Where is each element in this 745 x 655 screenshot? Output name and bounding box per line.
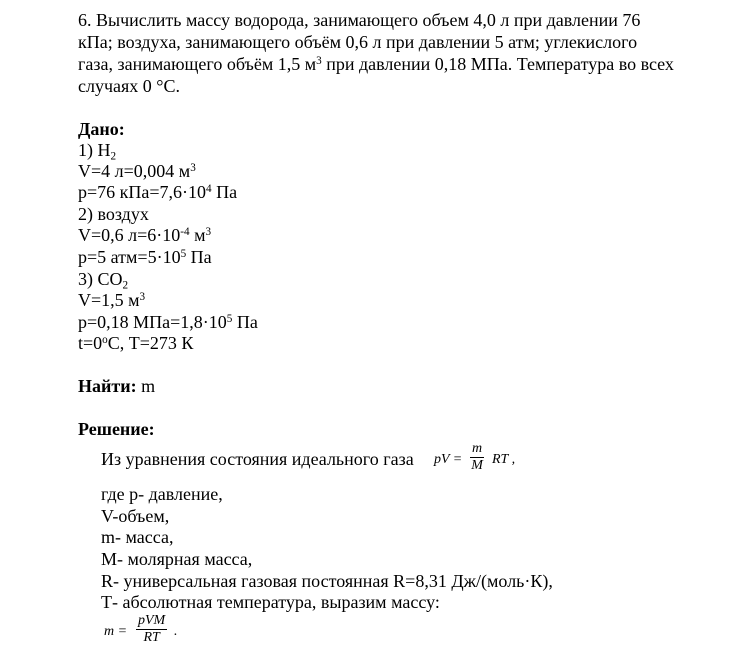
- def-gas-constant: R- универсальная газовая постоянная R=8,31 Дж/(моль·К),: [101, 571, 553, 591]
- given-co2: 3) $CO_2$: [78, 269, 129, 292]
- problem-line-4: случаях 0 °С.: [78, 76, 180, 96]
- given-v3: V=1,5 $м^3$: [78, 290, 146, 310]
- def-volume: V-объем,: [101, 506, 170, 526]
- equation-fraction: [470, 441, 484, 474]
- equation-rhs: RT ,: [492, 452, 516, 467]
- problem-line-1: 6. Вычислить массу водорода, занимающего объем 4,0 л при давлении 76: [78, 10, 641, 30]
- given-v1: V=4 л=0,004 $м^3$: [78, 161, 196, 181]
- mass-formula-denominator: RT: [143, 630, 160, 645]
- mass-formula-lhs: m =: [104, 624, 128, 639]
- problem-line-3: газа, занимающего объём 1,5 $м^3$ при давлении 0,18 МПа. Температура во всех: [78, 54, 674, 74]
- find-value: m: [136, 376, 156, 396]
- equation-numerator: m: [472, 441, 483, 456]
- find-heading: Найти:: [78, 376, 137, 396]
- equation-lhs: pV =: [434, 452, 463, 467]
- def-pressure: где р- давление,: [101, 484, 223, 504]
- mass-formula-fraction: [136, 613, 167, 646]
- given-p1: р=76 $кПа=7,6\cdot 10^4$ Па: [78, 182, 238, 202]
- def-mass: m- масса,: [101, 527, 174, 547]
- solution-heading: Решение:: [78, 419, 155, 439]
- given-air: 2) воздух: [78, 204, 149, 224]
- given-p2: р=5 $атм=5\cdot 10^5$ Па: [78, 247, 212, 267]
- mass-formula-numerator: pVM: [138, 613, 166, 628]
- given-heading: Дано:: [78, 119, 125, 139]
- given-p3: р=0,18 $МПа=1,8\cdot 10^5$ Па: [78, 312, 258, 332]
- mass-formula-end: .: [174, 624, 178, 639]
- def-molar-mass: М- молярная масса,: [101, 549, 253, 569]
- def-temperature: Т- абсолютная температура, выразим массу:: [101, 592, 440, 612]
- problem-line-2: кПа; воздуха, занимающего объём 0,6 л при давлении 5 атм; углекислого: [78, 32, 638, 52]
- equation-denominator: M: [471, 458, 483, 473]
- given-v2: V=0,6 $л=6\cdot 10^{-4}$ $м^3$: [78, 225, 212, 245]
- find-line: [78, 376, 155, 397]
- solution-intro: Из уравнения состояния идеального газа: [101, 449, 414, 469]
- given-h2: 1) $H_2$: [78, 140, 117, 163]
- given-temperature: $t=0^oС$, Т=273 К: [78, 333, 194, 353]
